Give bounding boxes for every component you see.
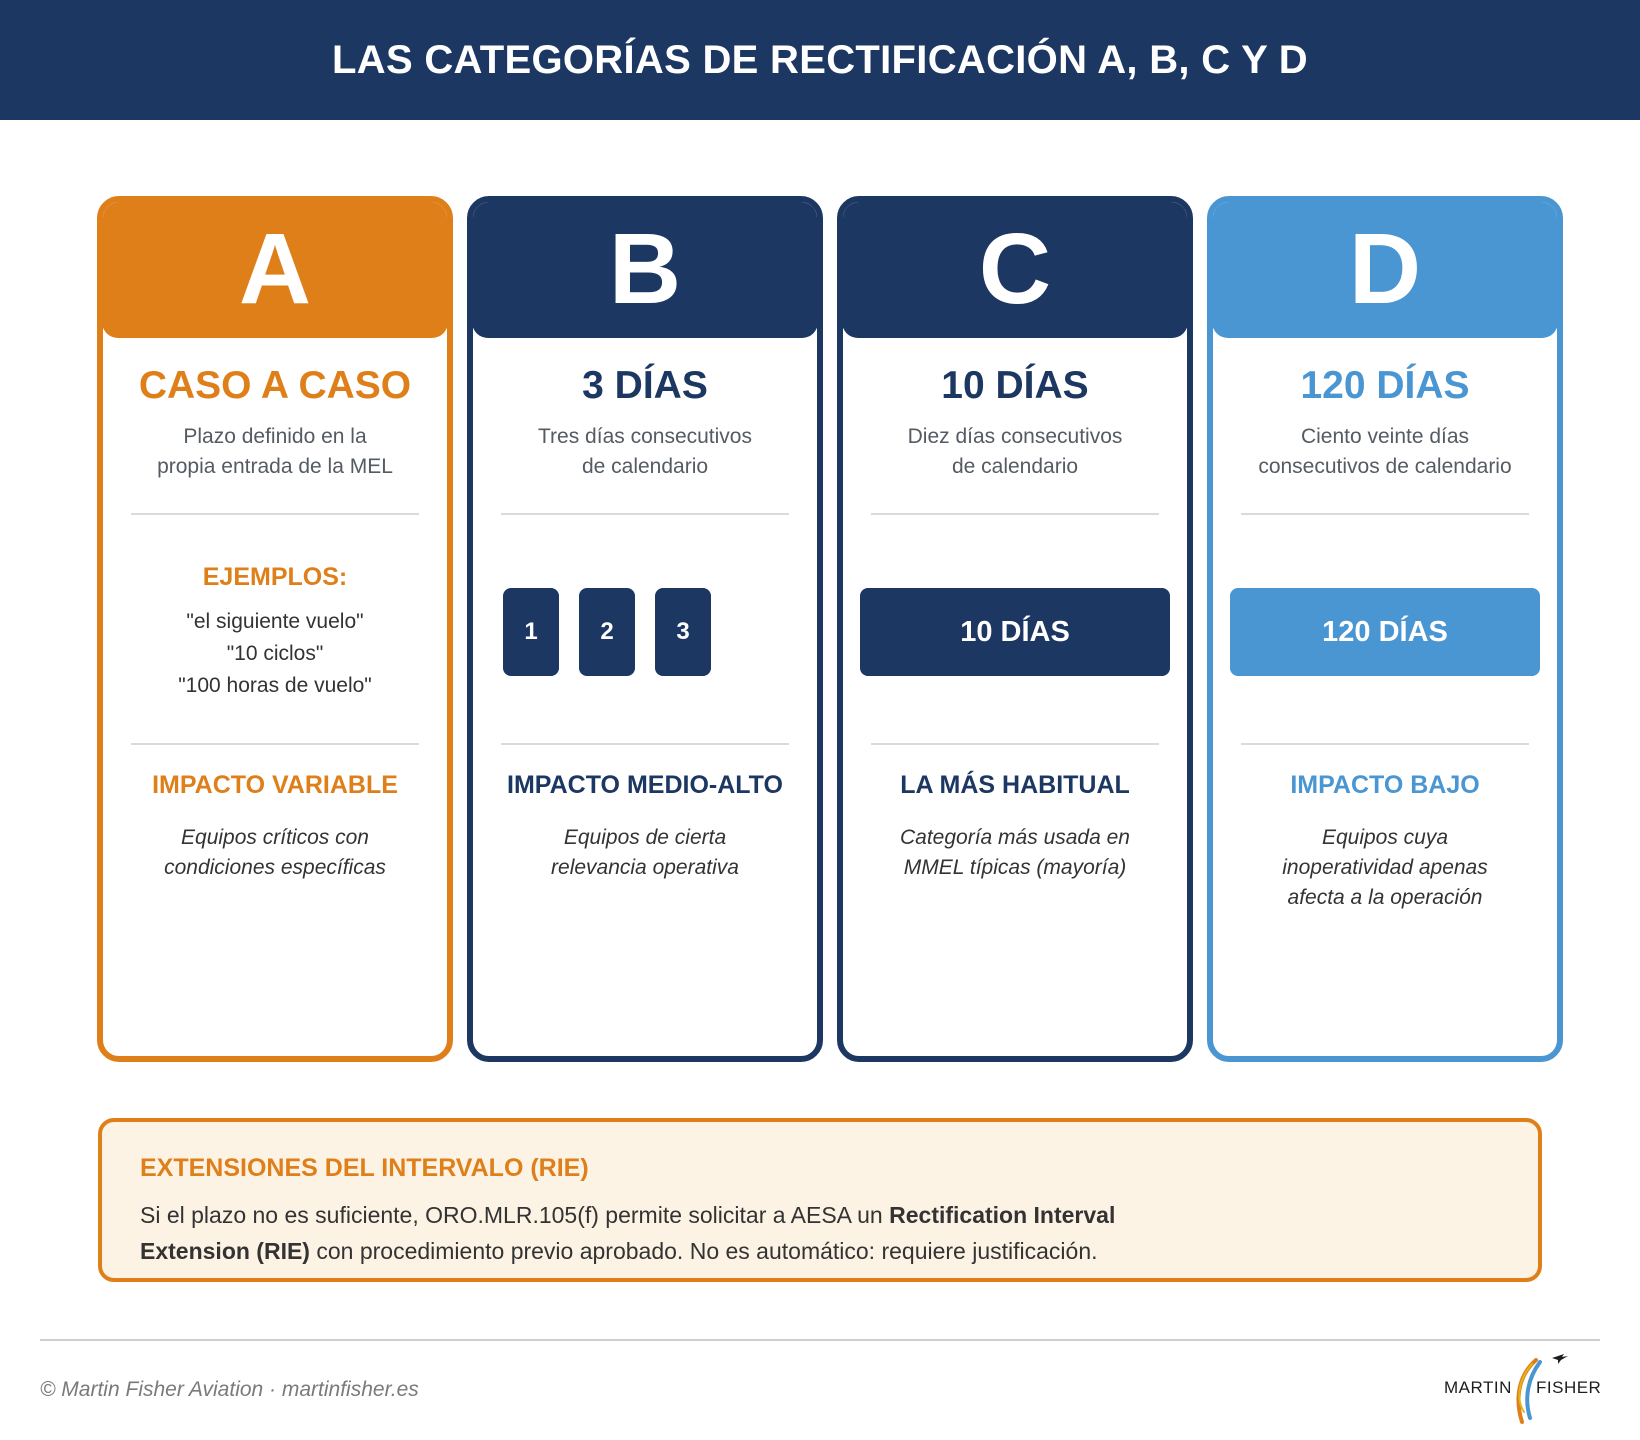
duration-bar: 120 DÍAS [1230, 588, 1540, 676]
category-period: CASO A CASO [138, 364, 412, 407]
example-item: "100 horas de vuelo" [178, 674, 372, 697]
description-line: consecutivos de calendario [1258, 455, 1512, 478]
category-period: 3 DÍAS [582, 364, 708, 407]
impact-description-line: MMEL típicas (mayoría) [903, 856, 1127, 879]
divider [501, 513, 789, 515]
rie-title: EXTENSIONES DEL INTERVALO (RIE) [140, 1154, 589, 1182]
impact-description [1233, 823, 1537, 913]
category-letter: D [1212, 201, 1558, 338]
rie-text-end: con procedimiento previo aprobado. No es automático: requiere justificación. [309, 1238, 1098, 1264]
category-description [473, 422, 817, 482]
category-letter: B [472, 201, 818, 338]
examples-title: EJEMPLOS: [202, 563, 348, 591]
description-line: de calendario [581, 455, 709, 478]
day-box-1: 1 [503, 588, 559, 676]
divider [131, 513, 419, 515]
impact-description-line: Equipos críticos con [181, 826, 369, 849]
impact-description-line: Equipos cuya [1321, 826, 1449, 849]
rie-text [140, 1197, 1190, 1269]
category-card-a [97, 196, 453, 1062]
description-line: Plazo definido en la [183, 425, 367, 448]
impact-description [863, 823, 1167, 883]
divider [501, 743, 789, 745]
example-item: "el siguiente vuelo" [186, 610, 364, 633]
martin-fisher-logo [1440, 1352, 1600, 1432]
impact-description-line: relevancia operativa [551, 856, 739, 879]
category-description [103, 422, 447, 482]
rie-text-start: Si el plazo no es suficiente, ORO.MLR.105(f) permite solicitar a AESA un [140, 1202, 890, 1228]
examples-list [103, 606, 447, 702]
description-line: Tres días consecutivos [538, 425, 752, 448]
description-line: propia entrada de la MEL [157, 455, 393, 478]
impact-description-line: inoperatividad apenas [1282, 856, 1488, 879]
example-item: "10 ciclos" [226, 642, 324, 665]
impact-label: LA MÁS HABITUAL [900, 771, 1130, 799]
category-period: 10 DÍAS [941, 364, 1089, 407]
impact-label: IMPACTO VARIABLE [152, 771, 398, 799]
divider [871, 513, 1159, 515]
divider [1241, 743, 1529, 745]
impact-description [123, 823, 427, 883]
impact-description-line: Categoría más usada en [900, 826, 1130, 849]
divider [871, 743, 1159, 745]
category-description [1213, 422, 1557, 482]
rie-info-box [98, 1118, 1542, 1282]
logo-text-martin: MARTIN [1444, 1378, 1512, 1397]
impact-label: IMPACTO MEDIO-ALTO [507, 771, 783, 799]
category-card-b [467, 196, 823, 1062]
divider [131, 743, 419, 745]
rie-text-bold: Rectification Interval Extension (RIE) [140, 1202, 1116, 1264]
category-letter: A [102, 201, 448, 338]
page-title: LAS CATEGORÍAS DE RECTIFICACIÓN A, B, C Y D [0, 0, 1640, 120]
divider [1241, 513, 1529, 515]
day-box-3: 3 [655, 588, 711, 676]
category-card-d [1207, 196, 1563, 1062]
footer-divider [40, 1339, 1600, 1341]
impact-description [493, 823, 797, 883]
impact-label: IMPACTO BAJO [1290, 771, 1480, 799]
description-line: Diez días consecutivos [907, 425, 1123, 448]
category-letter: C [842, 201, 1188, 338]
description-line: de calendario [951, 455, 1079, 478]
impact-description-line: afecta a la operación [1287, 886, 1483, 909]
copyright-text: © Martin Fisher Aviation · martinfisher.es [40, 1378, 419, 1401]
description-line: Ciento veinte días [1300, 425, 1470, 448]
impact-description-line: Equipos de cierta [563, 826, 727, 849]
category-period: 120 DÍAS [1300, 364, 1470, 407]
day-box-2: 2 [579, 588, 635, 676]
duration-bar: 10 DÍAS [860, 588, 1170, 676]
category-description [843, 422, 1187, 482]
category-card-c [837, 196, 1193, 1062]
logo-text-fisher: FISHER [1536, 1378, 1602, 1397]
impact-description-line: condiciones específicas [164, 856, 386, 879]
